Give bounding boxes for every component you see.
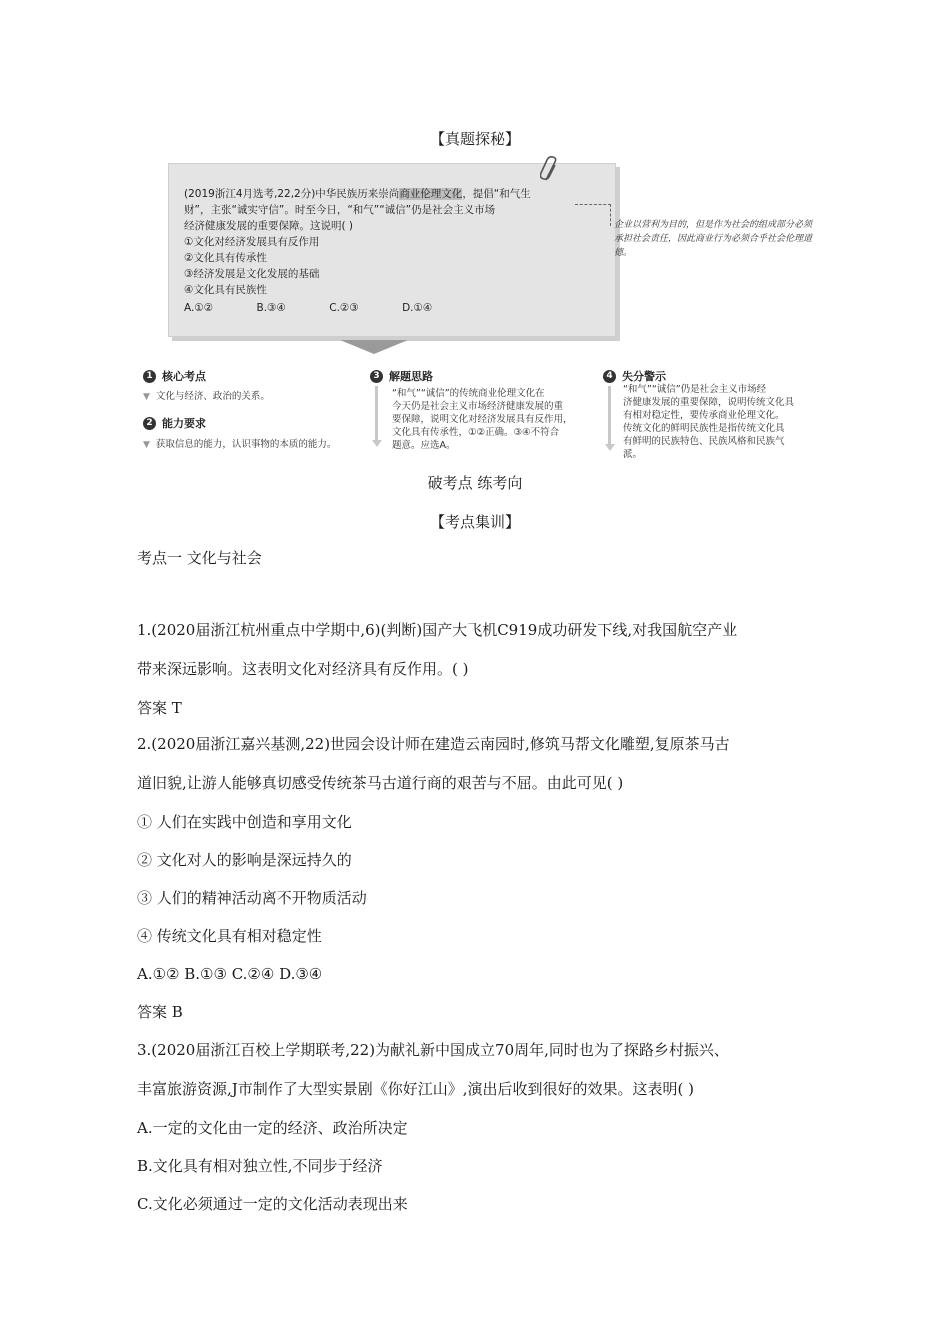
handwritten-note: 企业以营利为目的，但是作为社会的组成部分必须承担社会责任，因此商业行为必须合乎社会伦理道德。 xyxy=(614,220,813,258)
q3-option-a: A.一定的文化由一定的经济、政治所决定 xyxy=(137,1119,408,1137)
highlighted-phrase: 商业伦理文化 xyxy=(399,188,463,200)
statement-2: ②文化具有传承性 xyxy=(184,252,267,264)
core-text: 文化与经济、政治的关系。 xyxy=(155,391,270,402)
q3-line: 3.(2020届浙江百校上学期联考,22)为献礼新中国成立70周年,同时也为了探路乡村振兴、 xyxy=(137,1041,729,1059)
warning-text: “和气”“诚信”仍是社会主义市场经 济健康发展的重要保障，说明传统文化具 有相对稳定性，要传承商业伦理文化。 传统文化的鲜明民族性是指传统文化具 有鲜明的民族特色、民族风格和民族气 派。 xyxy=(623,384,795,460)
down-arrow-icon xyxy=(372,440,382,447)
statement-4: ④文化具有民族性 xyxy=(184,284,267,296)
q2-item: ② 文化对人的影响是深远持久的 xyxy=(137,851,352,869)
ability-text: 获取信息的能力，认识事物的本质的能力。 xyxy=(155,439,337,450)
approach-section xyxy=(370,368,595,384)
option-a: A.①② xyxy=(184,302,214,314)
q2-item: ④ 传统文化具有相对稳定性 xyxy=(137,927,322,945)
section-header-title: 【真题探秘】 xyxy=(429,130,520,148)
topic-heading: 考点一 文化与社会 xyxy=(137,549,262,567)
approach-text: “和气”“诚信”的传统商业伦理文化在 今天仍是社会主义市场经济健康发展的重 要保障，说明文化对经济发展具有反作用， 文化具有传承性，①②正确。③④不符合 题意。应选A。 xyxy=(392,388,573,451)
statement-1: ①文化对经济发展具有反作用 xyxy=(184,236,320,248)
q2-answer: 答案 B xyxy=(137,1003,183,1021)
ability-section xyxy=(143,415,373,452)
question-text xyxy=(184,186,531,316)
q3-option-c: C.文化必须通过一定的文化活动表现出来 xyxy=(137,1195,408,1213)
section-title: 破考点 练考向 xyxy=(427,474,523,492)
number-badge: 1 xyxy=(143,370,156,383)
warning-title: 失分警示 xyxy=(622,370,666,383)
answer-options xyxy=(184,300,531,316)
paperclip-icon xyxy=(540,156,562,184)
ability-title: 能力要求 xyxy=(162,417,206,430)
down-arrow-icon: ▼ xyxy=(143,440,150,450)
q2-line: 道旧貌,让游人能够真切感受传统茶马古道行商的艰苦与不屈。由此可见( ) xyxy=(137,774,624,792)
q1-line: 带来深远影响。这表明文化对经济具有反作用。( ) xyxy=(137,660,469,678)
warning-section xyxy=(603,368,818,384)
number-badge: 4 xyxy=(603,370,616,383)
number-badge: 3 xyxy=(370,370,383,383)
q2-item: ③ 人们的精神活动离不开物质活动 xyxy=(137,889,367,907)
q1-answer: 答案 T xyxy=(137,699,182,717)
option-d: D.①④ xyxy=(402,302,433,314)
question-line: 财”，主张“诚实守信”。时至今日，“和气”“诚信”仍是社会主义市场 xyxy=(184,204,496,216)
question-line: 经济健康发展的重要保障。这说明( ) xyxy=(184,220,354,232)
q3-line: 丰富旅游资源,J市制作了大型实景剧《你好江山》,演出后收到很好的效果。这表明( ) xyxy=(137,1080,695,1098)
q2-item: ① 人们在实践中创造和享用文化 xyxy=(137,813,352,831)
number-badge: 2 xyxy=(143,417,156,430)
q2-options: A.①② B.①③ C.②④ D.③④ xyxy=(137,965,323,983)
down-arrow-icon xyxy=(340,340,408,354)
flow-line xyxy=(375,386,378,440)
statement-3: ③经济发展是文化发展的基础 xyxy=(184,268,320,280)
core-title: 核心考点 xyxy=(162,370,206,383)
down-arrow-icon xyxy=(605,444,615,451)
flow-line xyxy=(608,386,611,444)
question-card xyxy=(168,163,616,337)
training-title: 【考点集训】 xyxy=(429,513,520,531)
option-c: C.②③ xyxy=(329,302,359,314)
q1-line: 1.(2020届浙江杭州重点中学期中,6)(判断)国产大飞机C919成功研发下线,对我国航空产业 xyxy=(137,621,738,639)
question-line: (2019浙江4月选考,22,2分)中华民族历来崇尚商业伦理文化，提倡“和气生 xyxy=(184,188,531,200)
connector-line xyxy=(575,204,611,205)
q3-option-b: B.文化具有相对独立性,不同步于经济 xyxy=(137,1157,383,1175)
down-arrow-icon: ▼ xyxy=(143,392,150,402)
q2-line: 2.(2020届浙江嘉兴基测,22)世园会设计师在建造云南园时,修筑马帮文化雕塑,复原茶马古 xyxy=(137,735,730,753)
approach-title: 解题思路 xyxy=(389,370,433,383)
option-b: B.③④ xyxy=(256,302,286,314)
core-section xyxy=(143,368,363,404)
connector-line xyxy=(610,204,611,226)
